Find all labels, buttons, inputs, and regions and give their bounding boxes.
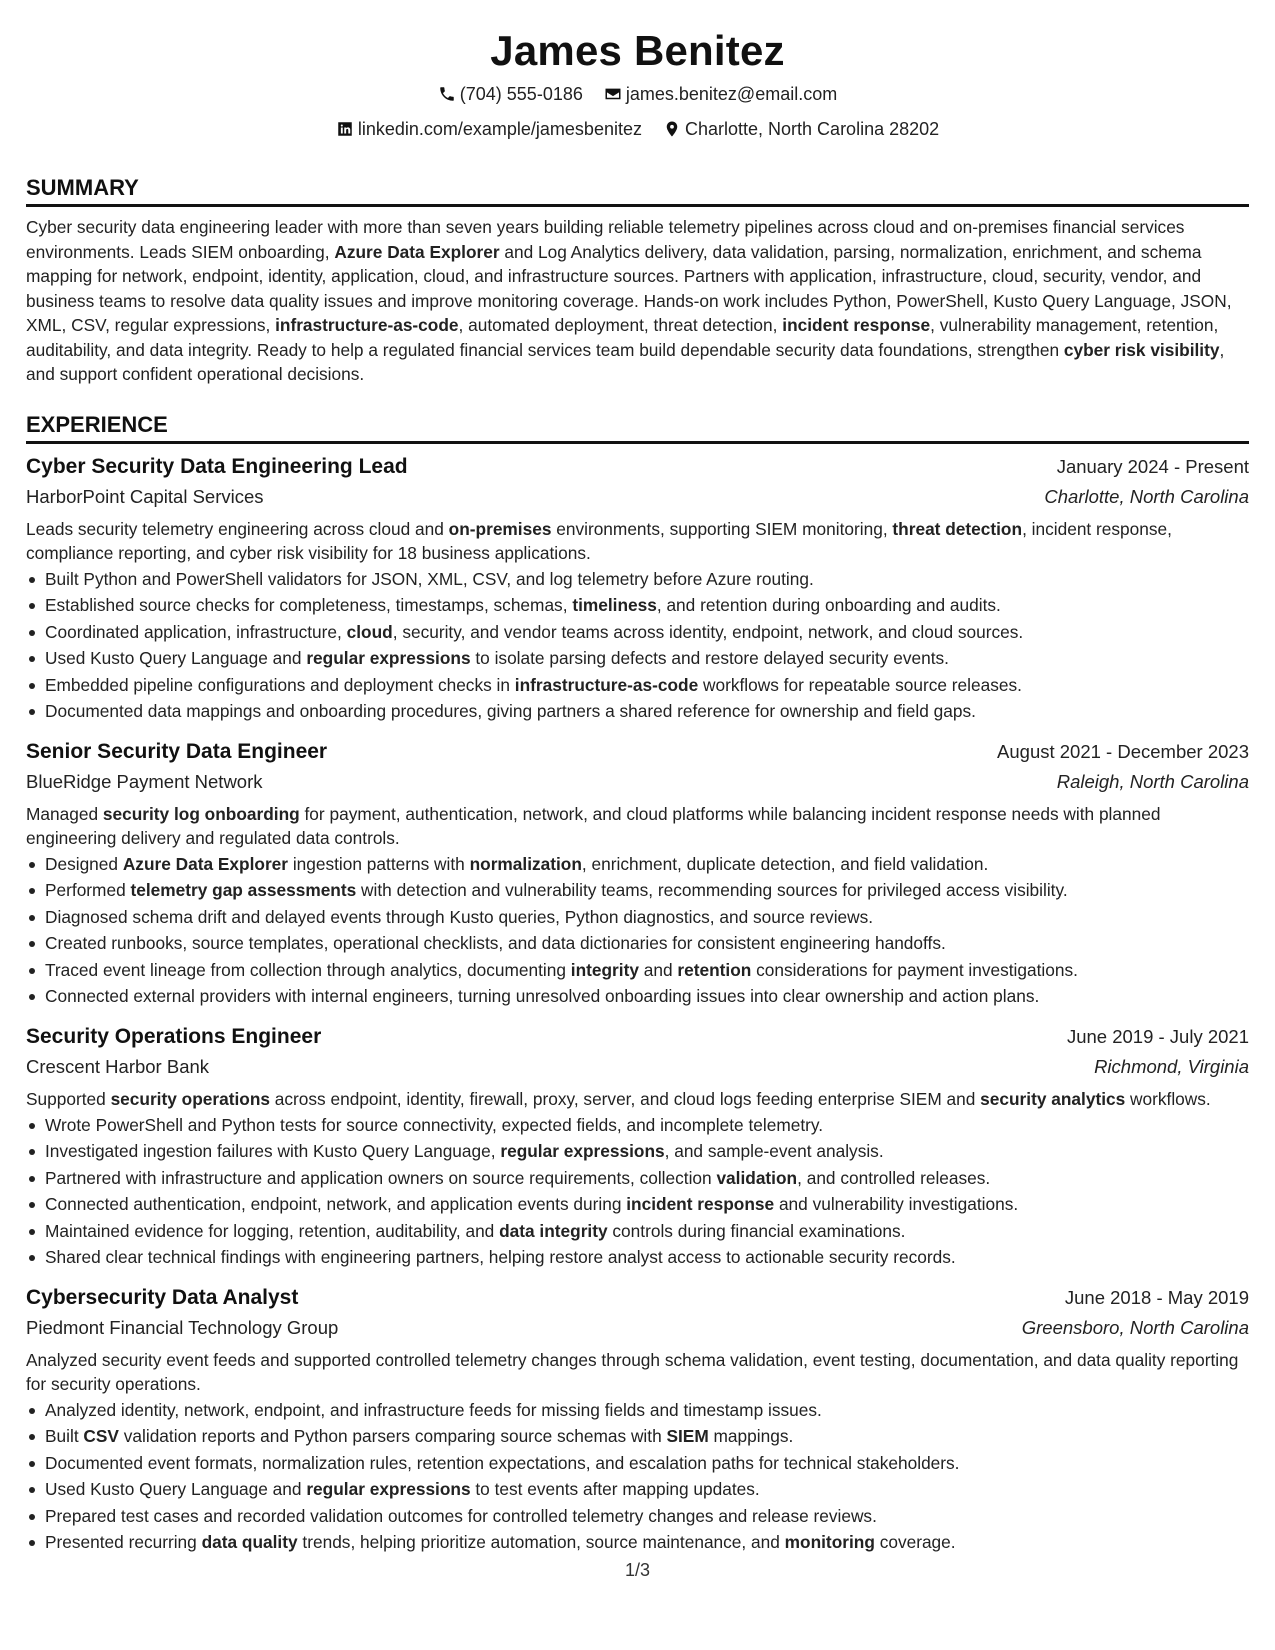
text-run: workflows. [1125, 1088, 1211, 1109]
bullet-item [26, 1476, 1249, 1503]
bullet-item [26, 592, 1249, 619]
emphasis-text: incident response [782, 315, 931, 335]
text-run: workflows for repeatable source releases. [698, 674, 1022, 695]
bullet-item [26, 619, 1249, 646]
text-run: Traced event lineage from collection through analytics, documenting [45, 959, 571, 980]
text-run: Shared clear technical findings with engineering partners, helping restore analyst access to actionable security records. [45, 1247, 956, 1267]
text-run: Maintained evidence for logging, retention, auditability, and [45, 1220, 500, 1241]
phone-contact [438, 78, 583, 110]
email-text[interactable]: james.benitez@email.com [625, 84, 838, 104]
job-bullets [26, 1112, 1249, 1271]
emphasis-text: integrity [570, 959, 639, 980]
emphasis-text: incident response [626, 1194, 775, 1214]
bullet-item [26, 1218, 1249, 1245]
text-run: Cyber security data engineering leader with more than seven years building reliable telemetry pipelines across cloud and on-premises financial services environments. Leads SIEM onboarding, [26, 217, 1185, 262]
bullet-item [26, 672, 1249, 699]
emphasis-text: regular expressions [306, 648, 471, 668]
job-title: Senior Security Data Engineer [26, 739, 328, 763]
job-company: HarborPoint Capital Services [26, 485, 264, 507]
job-location: Raleigh, North Carolina [1056, 770, 1249, 792]
job-bullets [26, 566, 1249, 725]
text-run: Prepared test cases and recorded validation outcomes for controlled telemetry changes and release reviews. [45, 1505, 877, 1526]
job-bullets [26, 851, 1249, 1010]
emphasis-text: regular expressions [306, 1479, 471, 1499]
bullet-item [26, 1191, 1249, 1218]
text-run: for payment, authentication, network, and cloud platforms while balancing incident response needs with planned engineering delivery and regulated data controls. [26, 803, 1161, 848]
text-run: ingestion patterns with [288, 853, 470, 874]
text-run: with detection and vulnerability teams, recommending sources for privileged access visibility. [356, 880, 1068, 900]
job-description [26, 802, 1249, 850]
text-run: , security, and vendor teams across identity, endpoint, network, and cloud sources. [392, 621, 1024, 642]
map-pin-icon [663, 120, 681, 138]
emphasis-text: monitoring [784, 1532, 875, 1552]
job-title: Security Operations Engineer [26, 1024, 322, 1048]
text-run: Leads security telemetry engineering across cloud and [26, 518, 449, 539]
job-company-row [26, 767, 1249, 797]
text-run: Supported [26, 1088, 111, 1109]
contact-line-2 [26, 113, 1249, 148]
job-title: Cybersecurity Data Analyst [26, 1285, 299, 1309]
text-run: Used Kusto Query Language and [45, 1479, 307, 1499]
job-location: Richmond, Virginia [1094, 1055, 1249, 1077]
text-run: to test events after mapping updates. [470, 1479, 760, 1499]
experience-list [26, 452, 1249, 1556]
emphasis-text: telemetry gap assessments [130, 880, 357, 900]
emphasis-text: infrastructure-as-code [514, 674, 699, 695]
job-location: Greensboro, North Carolina [1021, 1316, 1249, 1338]
text-run: , vulnerability management, retention, auditability, and data integrity. Ready to help a regulated financial services team build dependable security data foundations, strengthen [26, 315, 1219, 360]
emphasis-text: on-premises [448, 518, 552, 539]
text-run: Managed [26, 803, 103, 824]
summary-heading: SUMMARY [26, 174, 1249, 207]
job-company: BlueRidge Payment Network [26, 770, 263, 792]
text-run: Embedded pipeline configurations and deployment checks in [45, 674, 515, 695]
text-run: Performed [45, 880, 131, 900]
job-dates: June 2019 - July 2021 [1066, 1025, 1249, 1047]
bullet-item [26, 1244, 1249, 1271]
emphasis-text: SIEM [666, 1426, 709, 1446]
text-run: , and support confident operational decisions. [26, 339, 1225, 384]
text-run: Built [45, 1426, 84, 1446]
contact-line-1 [26, 78, 1249, 113]
bullet-item [26, 983, 1249, 1010]
text-run: mappings. [708, 1426, 794, 1446]
bullet-item [26, 1423, 1249, 1450]
emphasis-text: regular expressions [500, 1141, 665, 1161]
text-run: Wrote PowerShell and Python tests for source connectivity, expected fields, and incomplete telemetry. [45, 1114, 824, 1135]
text-run: across endpoint, identity, firewall, proxy, server, and cloud logs feeding enterprise SIEM and [269, 1088, 981, 1109]
resume-page [26, 20, 1249, 1556]
location-contact [663, 113, 939, 145]
text-run: and [638, 959, 678, 980]
emphasis-text: security log onboarding [102, 803, 300, 824]
phone-text: (704) 555-0186 [459, 84, 583, 104]
job-bullets [26, 1397, 1249, 1556]
linkedin-icon [336, 120, 354, 138]
experience-heading: EXPERIENCE [26, 411, 1249, 444]
emphasis-text: retention [677, 959, 752, 980]
text-run: , and controlled releases. [797, 1167, 991, 1188]
job-company-row [26, 1313, 1249, 1343]
text-run: , and sample-event analysis. [664, 1141, 884, 1161]
emphasis-text: cloud [346, 621, 393, 642]
emphasis-text: timeliness [572, 595, 657, 615]
job-title-row [26, 737, 1249, 767]
emphasis-text: validation [716, 1167, 798, 1188]
job-dates: June 2018 - May 2019 [1064, 1286, 1249, 1308]
job-title: Cyber Security Data Engineering Lead [26, 454, 408, 478]
email-contact[interactable] [604, 78, 837, 110]
job-company-row [26, 1052, 1249, 1082]
bullet-item [26, 1503, 1249, 1530]
emphasis-text: data quality [201, 1532, 298, 1552]
job-title-row [26, 452, 1249, 482]
job-entry [26, 1283, 1249, 1556]
text-run: Partnered with infrastructure and application owners on source requirements, collection [45, 1167, 717, 1188]
bullet-item [26, 1138, 1249, 1165]
bullet-item [26, 566, 1249, 593]
text-run: environments, supporting SIEM monitoring, [551, 518, 893, 539]
job-entry [26, 1022, 1249, 1271]
emphasis-text: CSV [83, 1426, 119, 1446]
text-run: coverage. [874, 1532, 956, 1552]
job-description [26, 517, 1249, 565]
job-company: Crescent Harbor Bank [26, 1055, 210, 1077]
bullet-item [26, 1112, 1249, 1139]
bullet-item [26, 698, 1249, 725]
summary-text [26, 215, 1249, 387]
candidate-name: James Benitez [490, 27, 785, 74]
job-company: Piedmont Financial Technology Group [26, 1316, 339, 1338]
text-run: , automated deployment, threat detection, [458, 315, 783, 335]
job-company-row [26, 482, 1249, 512]
bullet-item [26, 1165, 1249, 1192]
job-description [26, 1087, 1249, 1111]
text-run: Coordinated application, infrastructure, [45, 621, 347, 642]
text-run: considerations for payment investigations. [751, 959, 1078, 980]
linkedin-text[interactable]: linkedin.com/example/jamesbenitez [357, 119, 642, 139]
job-title-row [26, 1283, 1249, 1313]
job-title-row [26, 1022, 1249, 1052]
text-run: validation reports and Python parsers comparing source schemas with [118, 1426, 667, 1446]
text-run: Documented event formats, normalization rules, retention expectations, and escalation paths for technical stakeholders. [45, 1452, 960, 1473]
bullet-item [26, 957, 1249, 984]
job-location: Charlotte, North Carolina [1044, 485, 1249, 507]
bullet-item [26, 851, 1249, 878]
emphasis-text: cyber risk visibility [1063, 339, 1220, 360]
text-run: Analyzed security event feeds and supported controlled telemetry changes through schema validation, event testing, documentation, and data quality reporting for security operations. [26, 1349, 1239, 1394]
emphasis-text: threat detection [892, 518, 1023, 539]
phone-icon [438, 85, 456, 103]
job-entry [26, 452, 1249, 725]
resume-header [26, 26, 1249, 148]
text-run: , enrichment, duplicate detection, and field validation. [581, 853, 989, 874]
bullet-item [26, 877, 1249, 904]
bullet-item [26, 1397, 1249, 1424]
job-dates: January 2024 - Present [1056, 455, 1249, 477]
bullet-item [26, 904, 1249, 931]
bullet-item [26, 1450, 1249, 1477]
text-run: , incident response, compliance reporting, and cyber risk visibility for 18 business applications. [26, 518, 1172, 563]
emphasis-text: Azure Data Explorer [334, 241, 500, 262]
emphasis-text: security operations [110, 1088, 270, 1109]
text-run: Documented data mappings and onboarding procedures, giving partners a shared reference for ownership and field gaps. [45, 701, 976, 721]
job-entry [26, 737, 1249, 1010]
emphasis-text: infrastructure-as-code [275, 315, 459, 335]
text-run: to isolate parsing defects and restore delayed security events. [470, 648, 949, 668]
text-run: Presented recurring [45, 1532, 202, 1552]
job-description [26, 1348, 1249, 1396]
text-run: Investigated ingestion failures with Kusto Query Language, [45, 1141, 501, 1161]
text-run: Connected external providers with internal engineers, turning unresolved onboarding issues into clear ownership and action plans. [45, 986, 1040, 1006]
emphasis-text: security analytics [980, 1088, 1126, 1109]
bullet-item [26, 930, 1249, 957]
text-run: Diagnosed schema drift and delayed events through Kusto queries, Python diagnostics, and source reviews. [45, 906, 874, 927]
emphasis-text: Azure Data Explorer [122, 853, 289, 874]
text-run: controls during financial examinations. [607, 1220, 906, 1241]
job-dates: August 2021 - December 2023 [997, 740, 1249, 762]
text-run: trends, helping prioritize automation, source maintenance, and [297, 1532, 785, 1552]
text-run: Established source checks for completeness, timestamps, schemas, [45, 595, 573, 615]
text-run: Analyzed identity, network, endpoint, and infrastructure feeds for missing fields and timestamp issues. [45, 1399, 822, 1420]
linkedin-contact[interactable] [336, 113, 642, 145]
text-run: Connected authentication, endpoint, network, and application events during [45, 1194, 627, 1214]
text-run: Designed [45, 853, 123, 874]
page-number: 1/3 [624, 1560, 651, 1580]
location-text: Charlotte, North Carolina 28202 [685, 119, 940, 139]
bullet-item [26, 645, 1249, 672]
emphasis-text: normalization [469, 853, 582, 874]
text-run: Built Python and PowerShell validators for JSON, XML, CSV, and log telemetry before Azure routing. [45, 568, 814, 589]
text-run: Used Kusto Query Language and [45, 648, 307, 668]
text-run: and Log Analytics delivery, data validation, parsing, normalization, enrichment, and schema mapping for network, endpoint, identity, application, cloud, and infrastructure sources. Partners with application, infrastructure, cloud, security, vendor, and business teams to resolve data quality issues and improve monitoring coverage. Hands-on work includes Python, PowerShell, Kusto Query Language, JSON, XML, CSV, regular expressions, [26, 241, 1232, 335]
text-run: and vulnerability investigations. [774, 1194, 1019, 1214]
envelope-icon [604, 85, 622, 103]
bullet-item [26, 1529, 1249, 1556]
text-run: , and retention during onboarding and audits. [656, 595, 1001, 615]
text-run: Created runbooks, source templates, operational checklists, and data dictionaries for consistent engineering handoffs. [45, 933, 946, 953]
emphasis-text: data integrity [499, 1220, 608, 1241]
